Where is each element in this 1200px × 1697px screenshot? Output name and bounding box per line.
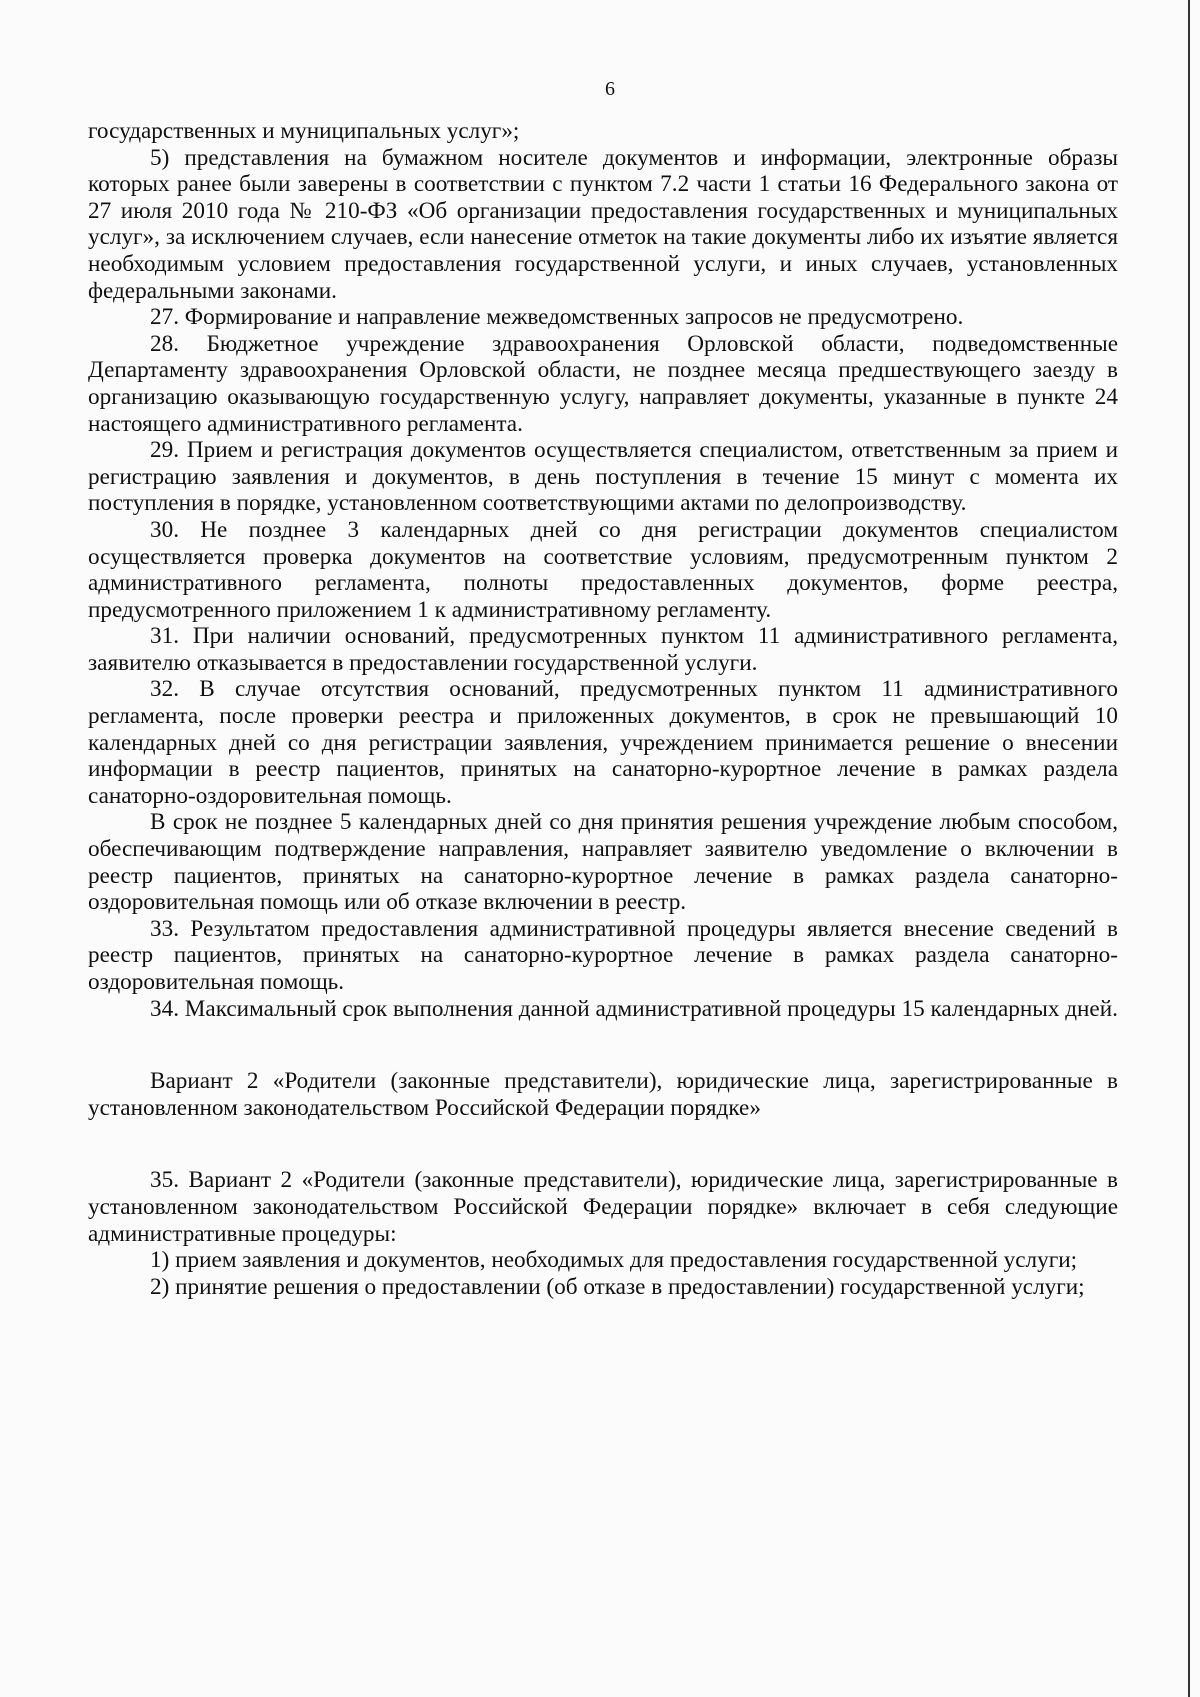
- page-number: 6: [605, 78, 615, 100]
- paragraph-27: 27. Формирование и направление межведомственных запросов не предусмотрено.: [150, 304, 964, 331]
- document-body: [88, 118, 1118, 1300]
- paragraph-32: 32. В случае отсутствия оснований, предусмотренных пунктом 11 административного регламента, после проверки реестра и приложенных документов, в срок не превышающий 10 календарных дней со дня регистрации заявления, учреждением принимается решение о внесении информации в реестр пациентов, принятых на санаторно-курортное лечение в рамках раздела санаторно-оздоровительная помощь.: [88, 676, 1118, 809]
- paragraph-29: 29. Прием и регистрация документов осуществляется специалистом, ответственным за прием и регистрацию заявления и документов, в день поступления в течение 15 минут с момента их поступления в порядке, установленном соответствующими актами по делопроизводству.: [88, 437, 1118, 517]
- paragraph-item-5: 5) представления на бумажном носителе документов и информации, электронные образы которых ранее были заверены в соответствии с пунктом 7.2 части 1 статьи 16 Федерального закона от 27 июля 2010 года № 210-ФЗ «Об организации предоставления государственных и муниципальных услуг», за исключением случаев, если нанесение отметок на такие документы либо их изъятие является необходимым условием предоставления государственной услуги, и иных случаев, установленных федеральными законами.: [88, 144, 1118, 304]
- paragraph-35: 35. Вариант 2 «Родители (законные представители), юридические лица, зарегистрированные в установленном законодательством Российской Федерации порядке» включает в себя следующие административные процедуры:: [88, 1167, 1118, 1247]
- paragraph-32-notice: В срок не позднее 5 календарных дней со дня принятия решения учреждение любым способом, обеспечивающим подтверждение направления, направляет заявителю уведомление о включении в реестр пациентов, принятых на санаторно-курортное лечение в рамках раздела санаторно-оздоровительная помощь или об отказе включении в реестр.: [88, 809, 1118, 916]
- paragraph-30: 30. Не позднее 3 календарных дней со дня регистрации документов специалистом осуществляется проверка документов на соответствие условиям, предусмотренным пунктом 2 административного регламента, полноты предоставленных документов, форме реестра, предусмотренного приложением 1 к административному регламенту.: [88, 516, 1118, 623]
- section-heading-variant-2: Вариант 2 «Родители (законные представители), юридические лица, зарегистрированные в установленном законодательством Российской Федерации порядке»: [88, 1068, 1118, 1121]
- paragraph-33: 33. Результатом предоставления административной процедуры является внесение сведений в реестр пациентов, принятых на санаторно-курортное лечение в рамках раздела санаторно-оздоровительная помощь.: [88, 915, 1118, 995]
- paragraph-31: 31. При наличии оснований, предусмотренных пунктом 11 административного регламента, заявителю отказывается в предоставлении государственной услуги.: [88, 623, 1118, 676]
- paragraph-34: 34. Максимальный срок выполнения данной административной процедуры 15 календарных дней.: [150, 995, 1118, 1022]
- paragraph-28: 28. Бюджетное учреждение здравоохранения Орловской области, подведомственные Департаменту здравоохранения Орловской области, не позднее месяца предшествующего заезду в организацию оказывающую государственную услугу, направляет документы, указанные в пункте 24 настоящего административного регламента.: [88, 330, 1118, 437]
- paragraph-continuation: государственных и муниципальных услуг»;: [88, 118, 520, 144]
- list-item-1: 1) прием заявления и документов, необходимых для предоставления государственной услуги;: [150, 1247, 1078, 1274]
- scan-edge-line: [1188, 0, 1190, 1697]
- list-item-2: 2) принятие решения о предоставлении (об отказе в предоставлении) государственной услуги;: [150, 1273, 1085, 1300]
